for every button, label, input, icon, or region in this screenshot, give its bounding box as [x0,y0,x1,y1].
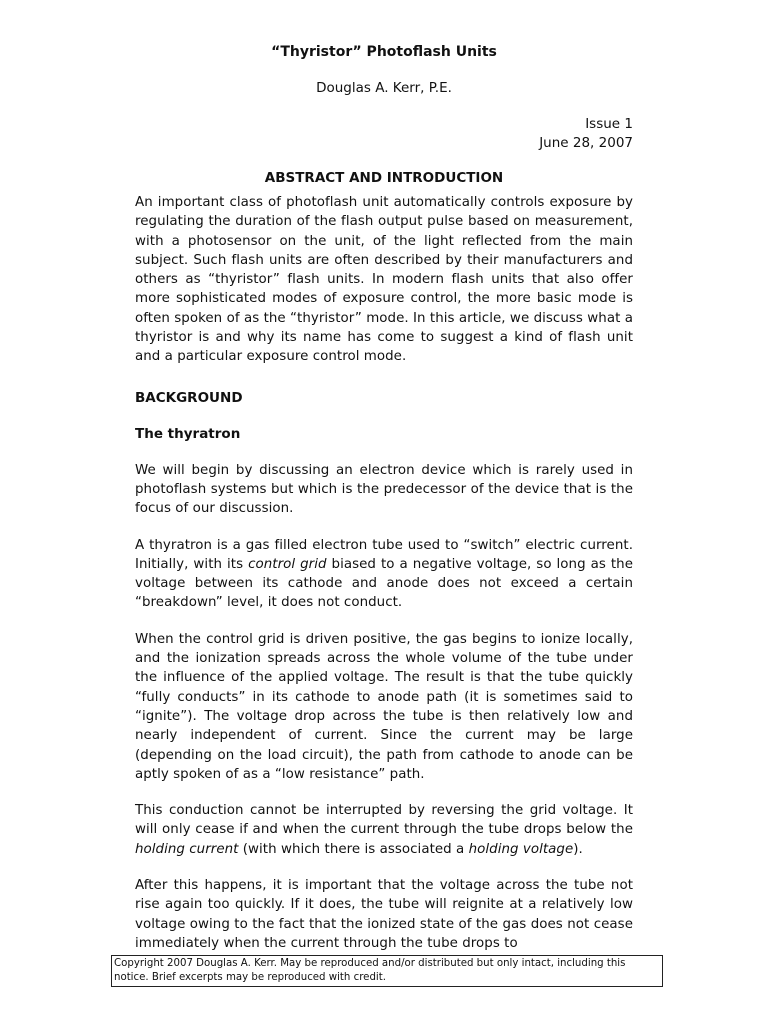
p4-text-b: (with which there is associated a [238,841,469,857]
abstract-paragraph: An important class of photoflash unit automatically controls exposure by regulating the duration of the flash output pulse based on measurement, with a photosensor on the unit, of the light reflected from the main subject. Such flash units are often described by their manufacturers and others as “thyristor” flash units. In modern flash units that also offer more sophisticated modes of exposure control, the more basic mode is often spoken of as the “thyristor” mode. In this article, we discuss what a thyristor is and why its name has come to suggest a kind of flash unit and a particular exposure control mode. [135,195,633,365]
issue-block [135,115,633,153]
p2-text-a: A thyratron is a gas filled electron tube used to “switch” electric current. Initially, with its [135,537,633,572]
document-title: “Thyristor” Photoflash Units [271,44,497,60]
background-paragraph-5: After this happens, it is important that the voltage across the tube not rise again too quickly. If it does, the tube will reignite at a relatively low voltage owing to the fact that the ionized state of the gas does not cease immediately when the current through the tube drops to [135,878,633,951]
p4-emphasis-2: holding voltage [468,841,574,857]
page-content [135,42,633,953]
p4-emphasis-1: holding current [135,841,239,857]
background-heading: BACKGROUND [135,389,243,406]
p4-text-c: ). [573,841,583,857]
background-paragraph-3: When the control grid is driven positive, the gas begins to ionize locally, and the ionization spreads across the whole volume of the tube under the influence of the applied voltage. The result is that the tube quickly “fully conducts” in its cathode to anode path (it is sometimes said to “ignite”). The voltage drop across the tube is then relatively low and nearly independent of current. Since the current may be large (depending on the load circuit), the path from cathode to anode can be aptly spoken of as a “low resistance” path. [135,631,633,782]
copyright-notice: Copyright 2007 Douglas A. Kerr. May be reproduced and/or distributed but only intact, including this notice. Brief excerpts may be reproduced with credit. [111,955,663,987]
issue-number: Issue 1 [585,116,633,132]
abstract-heading: ABSTRACT AND INTRODUCTION [264,170,504,186]
p4-text-a: This conduction cannot be interrupted by reversing the grid voltage. It will only cease if and when the current through the tube drops below the [135,803,633,838]
background-paragraph-4 [135,801,633,859]
p2-text-b: biased to a negative voltage, so long as the voltage between its cathode and anode does not exceed a certain “breakdown” level, it does not conduct. [135,556,633,611]
p2-emphasis: control grid [248,556,327,572]
thyratron-subheading: The thyratron [135,425,241,442]
document-author: Douglas A. Kerr, P.E. [316,80,452,96]
background-paragraph-1: We will begin by discussing an electron device which is rarely used in photoflash systems but which is the predecessor of the device that is the focus of our discussion. [135,462,633,517]
background-paragraph-2 [135,536,633,613]
issue-date: June 28, 2007 [539,135,633,151]
